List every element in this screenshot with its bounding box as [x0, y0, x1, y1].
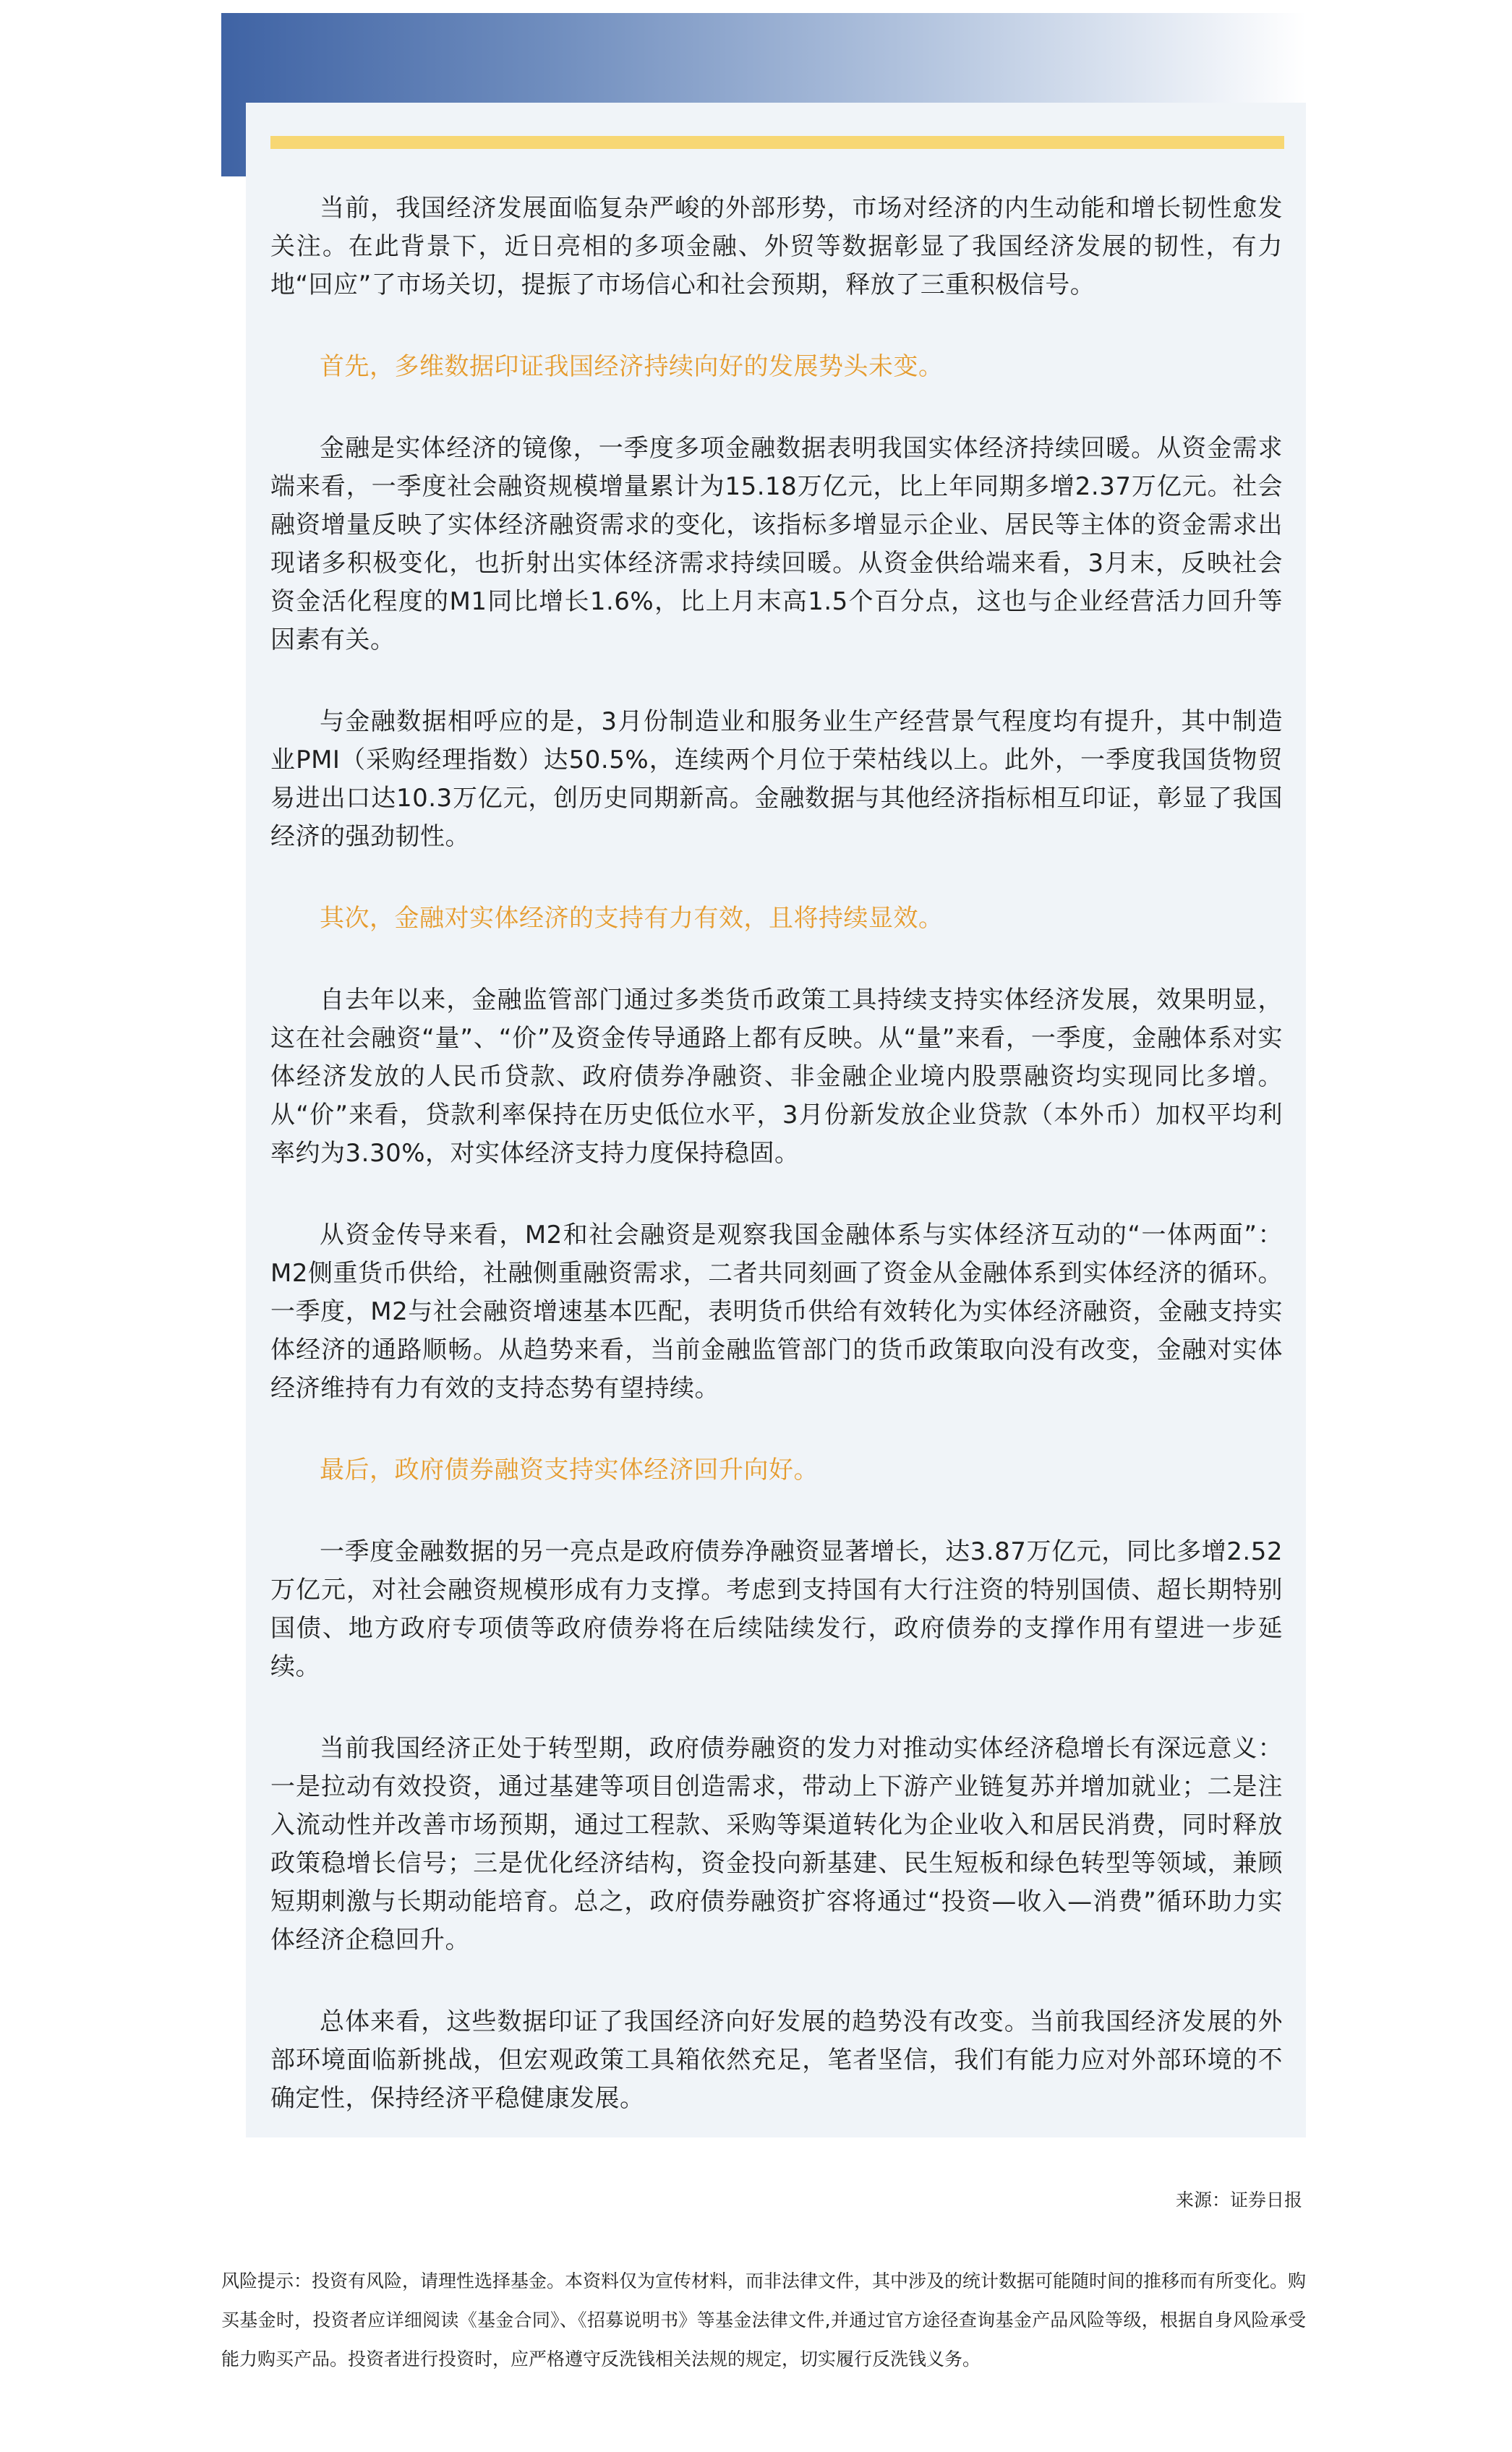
section-heading-second: 其次，金融对实体经济的支持有力有效，且将持续显效。: [320, 904, 944, 933]
article-body: [270, 189, 1283, 2161]
paragraph: 当前我国经济正处于转型期，政府债券融资的发力对推动实体经济稳增长有深远意义：一是拉动有效投资，通过基建等项目创造需求，带动上下游产业链复苏并增加就业；二是注入流动性并改善市场预期，通过工程款、采购等渠道转化为企业收入和居民消费，同时释放政策稳增长信号；三是优化经济结构，资金投向新基建、民生短板和绿色转型等领域，兼顾短期刺激与长期动能培育。总之，政府债券融资扩容将通过“投资—收入—消费”循环助力实体经济企稳回升。: [270, 1734, 1283, 1955]
accent-bar: [270, 136, 1284, 149]
source-credit: 来源：证券日报: [1175, 2190, 1302, 2210]
paragraph: 与金融数据相呼应的是，3月份制造业和服务业生产经营景气程度均有提升，其中制造业PMI（采购经理指数）达50.5%，连续两个月位于荣枯线以上。此外，一季度我国货物贸易进出口达10.3万亿元，创历史同期新高。金融数据与其他经济指标相互印证，彰显了我国经济的强劲韧性。: [270, 707, 1283, 851]
risk-disclaimer: 风险提示：投资有风险，请理性选择基金。本资料仅为宣传材料，而非法律文件，其中涉及的统计数据可能随时间的推移而有所变化。购买基金时，投资者应详细阅读《基金合同》、《招募说明书》等基金法律文件,并通过官方途径查询基金产品风险等级，根据自身风险承受能力购买产品。投资者进行投资时，应严格遵守反洗钱相关法规的规定，切实履行反洗钱义务。: [221, 2271, 1307, 2370]
paragraph: 金融是实体经济的镜像，一季度多项金融数据表明我国实体经济持续回暖。从资金需求端来看，一季度社会融资规模增量累计为15.18万亿元，比上年同期多增2.37万亿元。社会融资增量反映了实体经济融资需求的变化，该指标多增显示企业、居民等主体的资金需求出现诸多积极变化，也折射出实体经济需求持续回暖。从资金供给端来看，3月末，反映社会资金活化程度的M1同比增长1.6%，比上月末高1.5个百分点，这也与企业经营活力回升等因素有关。: [270, 434, 1283, 654]
paragraph: 一季度金融数据的另一亮点是政府债券净融资显著增长，达3.87万亿元，同比多增2.52万亿元，对社会融资规模形成有力支撑。考虑到支持国有大行注资的特别国债、超长期特别国债、地方政府专项债等政府债券将在后续陆续发行，政府债券的支撑作用有望进一步延续。: [270, 1537, 1283, 1681]
section-heading-first: 首先，多维数据印证我国经济持续向好的发展势头未变。: [320, 352, 944, 381]
paragraph-intro: 当前，我国经济发展面临复杂严峻的外部形势，市场对经济的内生动能和增长韧性愈发关注。在此背景下，近日亮相的多项金融、外贸等数据彰显了我国经济发展的韧性，有力地“回应”了市场关切，提振了市场信心和社会预期，释放了三重积极信号。: [270, 194, 1283, 299]
paragraph-conclusion: 总体来看，这些数据印证了我国经济向好发展的趋势没有改变。当前我国经济发展的外部环境面临新挑战，但宏观政策工具箱依然充足，笔者坚信，我们有能力应对外部环境的不确定性，保持经济平稳健康发展。: [270, 2007, 1283, 2113]
section-heading-third: 最后，政府债券融资支持实体经济回升向好。: [320, 1456, 819, 1485]
article-card: [246, 103, 1306, 2137]
paragraph: 从资金传导来看，M2和社会融资是观察我国金融体系与实体经济互动的“一体两面”：M2侧重货币供给，社融侧重融资需求，二者共同刻画了资金从金融体系到实体经济的循环。一季度，M2与社会融资增速基本匹配，表明货币供给有效转化为实体经济融资，金融支持实体经济的通路顺畅。从趋势来看，当前金融监管部门的货币政策取向没有改变，金融对实体经济维持有力有效的支持态势有望持续。: [270, 1221, 1283, 1403]
paragraph: 自去年以来，金融监管部门通过多类货币政策工具持续支持实体经济发展，效果明显，这在社会融资“量”、“价”及资金传导通路上都有反映。从“量”来看，一季度，金融体系对实体经济发放的人民币贷款、政府债券净融资、非金融企业境内股票融资均实现同比多增。从“价”来看，贷款利率保持在历史低位水平，3月份新发放企业贷款（本外币）加权平均利率约为3.30%，对实体经济支持力度保持稳固。: [270, 986, 1283, 1168]
